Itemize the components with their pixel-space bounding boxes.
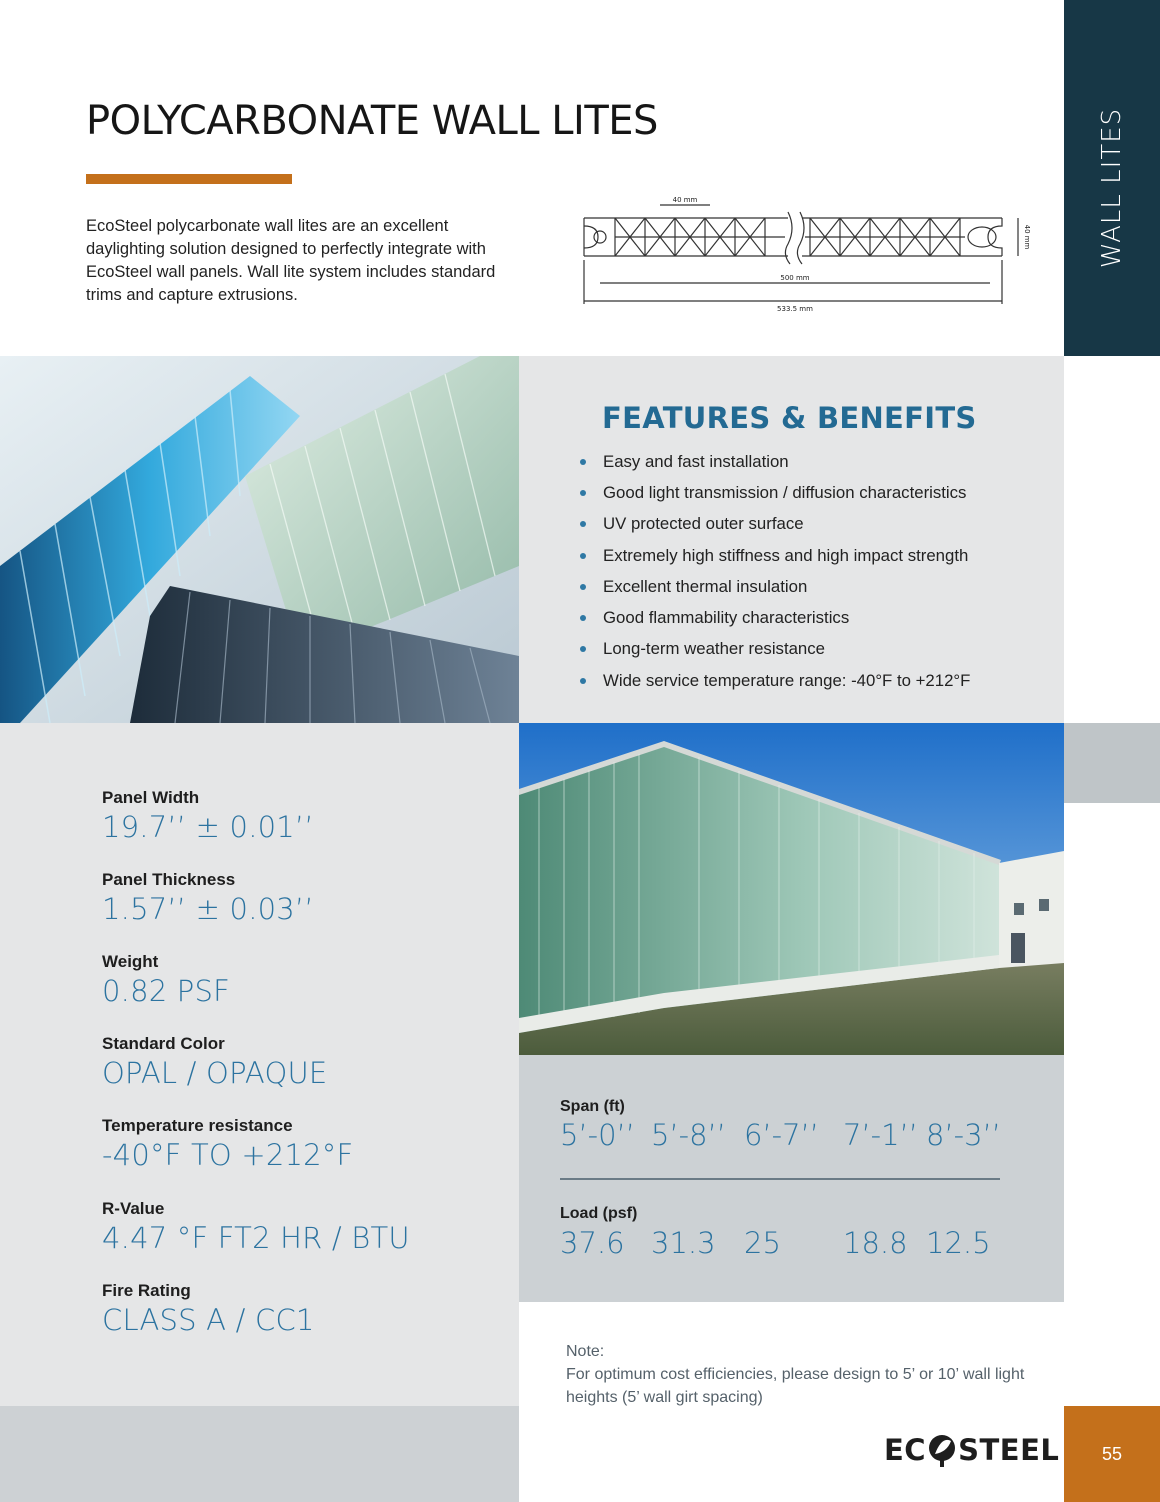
- dim-width-label: 500 mm: [780, 274, 810, 282]
- spec-value-temperature: -40°F TO +212°F: [102, 1138, 354, 1172]
- feature-text: UV protected outer surface: [603, 514, 804, 534]
- span-value: 7’-1’’: [843, 1118, 919, 1152]
- load-value: 25: [744, 1226, 781, 1260]
- feature-text: Wide service temperature range: -40°F to +212°F: [603, 670, 971, 690]
- spec-value-panel-thickness: 1.57’’ ± 0.03’’: [102, 892, 314, 926]
- polycarbonate-sheets-photo: [0, 356, 519, 723]
- spec-label-fire-rating: Fire Rating: [102, 1281, 191, 1300]
- dim-side-label: 40 mm: [1023, 224, 1031, 250]
- note: [566, 1340, 1036, 1409]
- spec-value-r-value: 4.47 °F FT2 HR / BTU: [102, 1221, 410, 1255]
- spec-value-panel-width: 19.7’’ ± 0.01’’: [102, 810, 314, 844]
- spec-label-r-value: R-Value: [102, 1199, 165, 1218]
- bullet-icon: [580, 490, 586, 496]
- page-number: 55: [1101, 1443, 1123, 1464]
- spec-label-weight: Weight: [102, 952, 159, 971]
- dim-overall-label: 533.5 mm: [777, 305, 813, 313]
- feature-text: Extremely high stiffness and high impact strength: [603, 545, 969, 565]
- note-text: For optimum cost efficiencies, please design to 5’ or 10’ wall light heights (5’ wall girt spacing): [566, 1366, 1025, 1406]
- list-item: [580, 634, 1050, 665]
- spec-label-standard-color: Standard Color: [102, 1034, 225, 1053]
- spec-label-panel-width: Panel Width: [102, 788, 200, 807]
- bullet-icon: [580, 615, 586, 621]
- building-photo: [519, 723, 1064, 1055]
- list-item: [580, 540, 1050, 571]
- list-item: [580, 477, 1050, 508]
- load-value: 18.8: [843, 1226, 908, 1260]
- load-value: 37.6: [560, 1226, 625, 1260]
- span-value: 6’-7’’: [744, 1118, 820, 1152]
- side-tab-label: WALL LITES: [1097, 107, 1127, 269]
- span-label: Span (ft): [560, 1098, 625, 1115]
- bullet-icon: [580, 646, 586, 652]
- list-item: [580, 602, 1050, 633]
- logo-text-right: STEEL: [958, 1433, 1060, 1467]
- load-value: 12.5: [926, 1226, 991, 1260]
- feature-text: Excellent thermal insulation: [603, 576, 808, 596]
- bullet-icon: [580, 584, 586, 590]
- feature-text: Easy and fast installation: [603, 451, 789, 471]
- bullet-icon: [580, 678, 586, 684]
- dim-top-label: 40 mm: [672, 196, 698, 204]
- span-value: 5’-0’’: [560, 1118, 636, 1152]
- feature-text: Long-term weather resistance: [603, 639, 825, 659]
- feature-text: Good light transmission / diffusion characteristics: [603, 482, 967, 502]
- spec-label-temperature: Temperature resistance: [102, 1116, 293, 1135]
- spec-value-fire-rating: CLASS A / CC1: [102, 1303, 315, 1337]
- list-item: [580, 446, 1050, 477]
- spec-value-weight: 0.82 PSF: [102, 974, 230, 1008]
- span-value: 8’-3’’: [926, 1118, 1002, 1152]
- features-title: FEATURES & BENEFITS: [602, 401, 977, 435]
- load-label: Load (psf): [560, 1205, 638, 1222]
- note-heading: Note:: [566, 1343, 605, 1360]
- list-item: [580, 665, 1050, 696]
- spec-label-panel-thickness: Panel Thickness: [102, 870, 236, 889]
- leaf-icon: [927, 1432, 957, 1468]
- logo-text-left: EC: [884, 1433, 927, 1467]
- ecosteel-logo: [884, 1432, 1059, 1468]
- bottom-band: [0, 1406, 519, 1502]
- page-title: POLYCARBONATE WALL LITES: [86, 98, 658, 144]
- load-value: 31.3: [651, 1226, 716, 1260]
- bullet-icon: [580, 459, 586, 465]
- bullet-icon: [580, 553, 586, 559]
- side-tab-label-wrap: [1064, 0, 1160, 356]
- title-underline: [86, 174, 292, 184]
- list-item: [580, 571, 1050, 602]
- panel-profile-drawing: [570, 188, 1040, 313]
- intro-paragraph: EcoSteel polycarbonate wall lites are an excellent daylighting solution designed to perfectly integrate with EcoSteel wall panels. Wall lite system includes standard trims and capture extrusions.: [86, 217, 496, 304]
- spec-value-standard-color: OPAL / OPAQUE: [102, 1056, 328, 1090]
- span-value: 5’-8’’: [651, 1118, 727, 1152]
- side-accent-block: [1064, 723, 1160, 803]
- span-divider: [560, 1178, 1000, 1180]
- bullet-icon: [580, 521, 586, 527]
- feature-text: Good flammability characteristics: [603, 608, 850, 628]
- features-list: [580, 446, 1050, 696]
- list-item: [580, 509, 1050, 540]
